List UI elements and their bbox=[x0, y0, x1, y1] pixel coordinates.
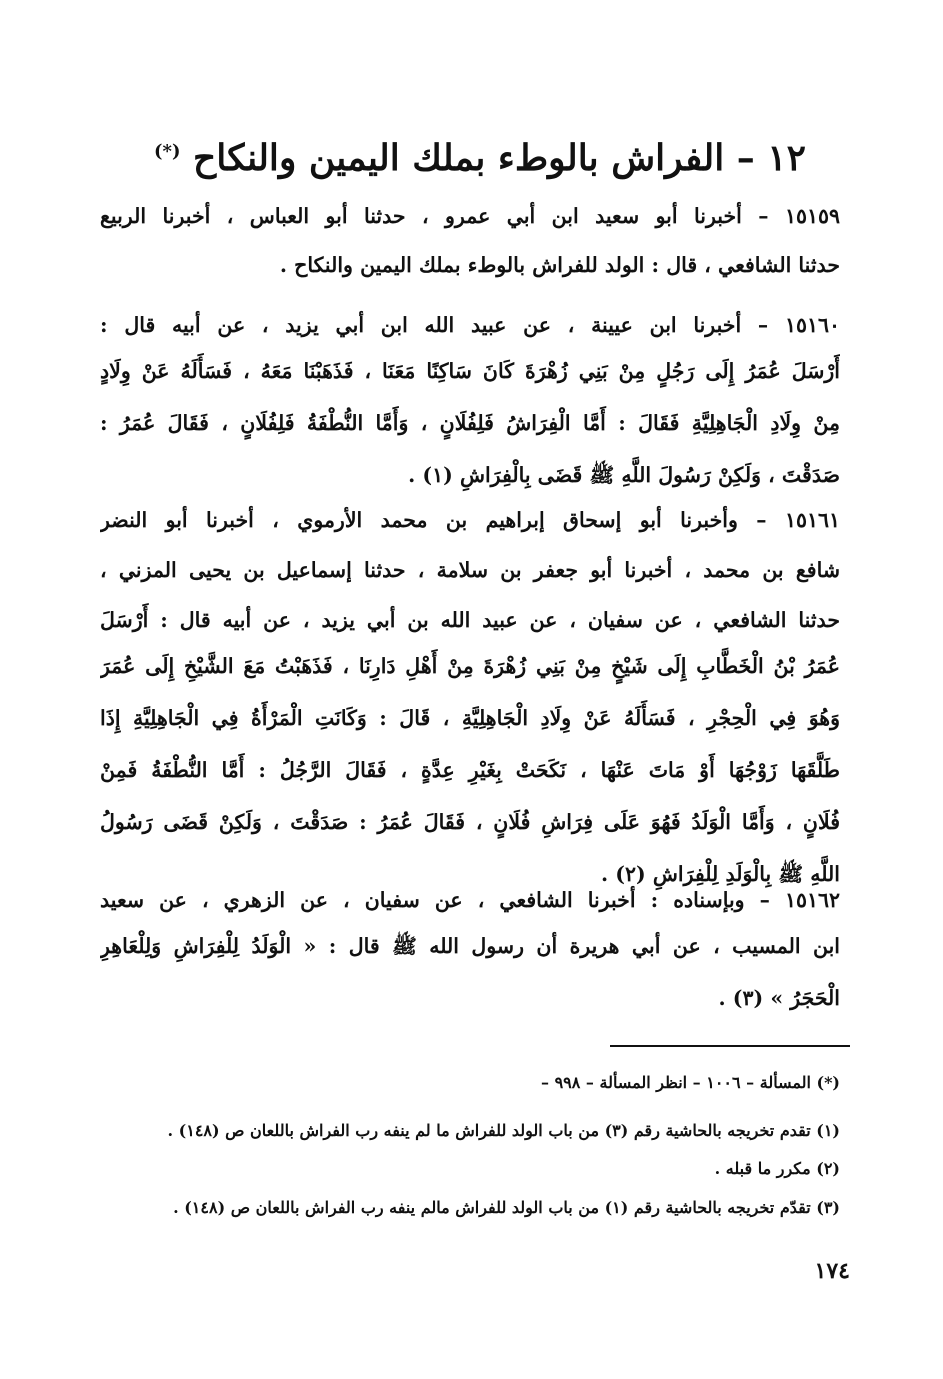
hadith-paragraph bbox=[100, 880, 840, 1024]
text-line: حدثنا الشافعي ، قال : الولد للفراش بالوطء بملك اليمين والنكاح . bbox=[279, 253, 840, 277]
footnote: (*) المسألة – ١٠٠٦ – انظر المسألة – ٩٩٨ – bbox=[541, 1073, 840, 1092]
text-line: طَلَّقَهَا زَوْجُهَا أَوْ مَاتَ عَنْهَا ، نَكَحَتْ بِغَيْرِ عِدَّةٍ ، فَقَالَ الرَّجُلُ : أَمَّا النُّطْفَةُ فَمِنْ bbox=[100, 758, 840, 782]
text-line: اللَّهِ ﷺ بِالْوَلَدِ لِلْفِرَاشِ (٢) . bbox=[601, 862, 840, 886]
footnote: (٣) تقدّم تخريجه بالحاشية رقم (١) من باب الولد للفراش مالم ينفه رب الفراش باللعان ص (١٤٨) . bbox=[173, 1198, 840, 1217]
text-line: مِنْ وِلَادِ الْجَاهِلِيَّةِ فَقَالَ : أَمَّا الْفِرَاشُ فَلِفُلَانٍ ، وَأَمَّا النُّطْفَةُ فَلِفُلَانٍ ، فَقَالَ عُمَرُ : bbox=[100, 411, 840, 435]
text-line: ١٥١٦٠ – أخبرنا ابن عيينة ، عن عبيد الله ابن أبي يزيد ، عن أبيه قال : bbox=[100, 313, 840, 337]
text-line: شافع بن محمد ، أخبرنا أبو جعفر بن سلامة ، حدثنا إسماعيل بن يحيى المزني ، bbox=[100, 558, 840, 582]
text-line: ١٥١٦١ – وأخبرنا أبو إسحاق إبراهيم بن محمد الأرموي ، أخبرنا أبو النضر bbox=[100, 508, 840, 532]
text-line: الْحَجَرُ » (٣) . bbox=[718, 986, 840, 1010]
text-line: حدثنا الشافعي ، عن سفيان ، عن عبيد الله بن أبي يزيد ، عن أبيه قال : أَرْسَلَ bbox=[100, 608, 840, 632]
text-line: ابن المسيب ، عن أبي هريرة أن رسول الله ﷺ قال : « الْوَلَدُ لِلْفِرَاشِ وَلِلْعَاهِرِ bbox=[100, 934, 840, 958]
hadith-paragraph bbox=[100, 196, 840, 285]
chapter-title-text: ١٢ – الفراش بالوطء بملك اليمين والنكاح bbox=[193, 137, 806, 179]
footnote: (١) تقدم تخريجه بالحاشية رقم (٣) من باب الولد للفراش ما لم ينفه رب الفراش باللعان ص (١٤٨) . bbox=[167, 1121, 840, 1140]
hadith-paragraph bbox=[100, 305, 840, 501]
hadith-paragraph bbox=[100, 500, 840, 900]
footnote-divider bbox=[610, 1045, 850, 1047]
text-line: ١٥١٥٩ – أخبرنا أبو سعيد ابن أبي عمرو ، حدثنا أبو العباس ، أخبرنا الربيع bbox=[100, 204, 840, 228]
chapter-title bbox=[130, 122, 830, 188]
text-line: ١٥١٦٢ – وبإسناده : أخبرنا الشافعي ، عن سفيان ، عن الزهري ، عن سعيد bbox=[100, 888, 840, 912]
title-footnote-marker: (*) bbox=[154, 141, 181, 162]
text-line: وَهُوَ فِي الْحِجْرِ ، فَسَأَلَهُ عَنْ وِلَادِ الْجَاهِلِيَّةِ ، قَالَ : وَكَانَتِ الْمَرْأَةُ فِي الْجَاهِلِيَّةِ إِذَا bbox=[100, 706, 840, 730]
text-line: أَرْسَلَ عُمَرُ إِلَى رَجُلٍ مِنْ بَنِي زُهْرَةَ كَانَ سَاكِنًا مَعَنَا ، فَذَهَبْنَا مَعَهُ ، فَسَأَلَهُ عَنْ وِلَادٍ bbox=[100, 359, 840, 383]
text-line: صَدَقْتَ ، وَلَكِنْ رَسُولَ اللَّهِ ﷺ قَضَى بِالْفِرَاشِ (١) . bbox=[408, 463, 840, 487]
page-number: ١٧٤ bbox=[814, 1258, 850, 1284]
text-line: عُمَرُ بْنُ الْخَطَّابِ إِلَى شَيْخٍ مِنْ بَنِي زُهْرَةَ مِنْ أَهْلِ دَارِنَا ، فَذَهَبْتُ مَعَ الشَّيْخِ إِلَى عُمَرَ bbox=[100, 654, 840, 678]
text-line: فُلَانٍ ، وَأَمَّا الْوَلَدُ فَهُوَ عَلَى فِرَاشِ فُلَانٍ ، فَقَالَ عُمَرُ : صَدَقْتَ ، وَلَكِنْ قَضَى رَسُولُ bbox=[100, 810, 840, 834]
footnote: (٢) مكرر ما قبله . bbox=[714, 1159, 840, 1178]
